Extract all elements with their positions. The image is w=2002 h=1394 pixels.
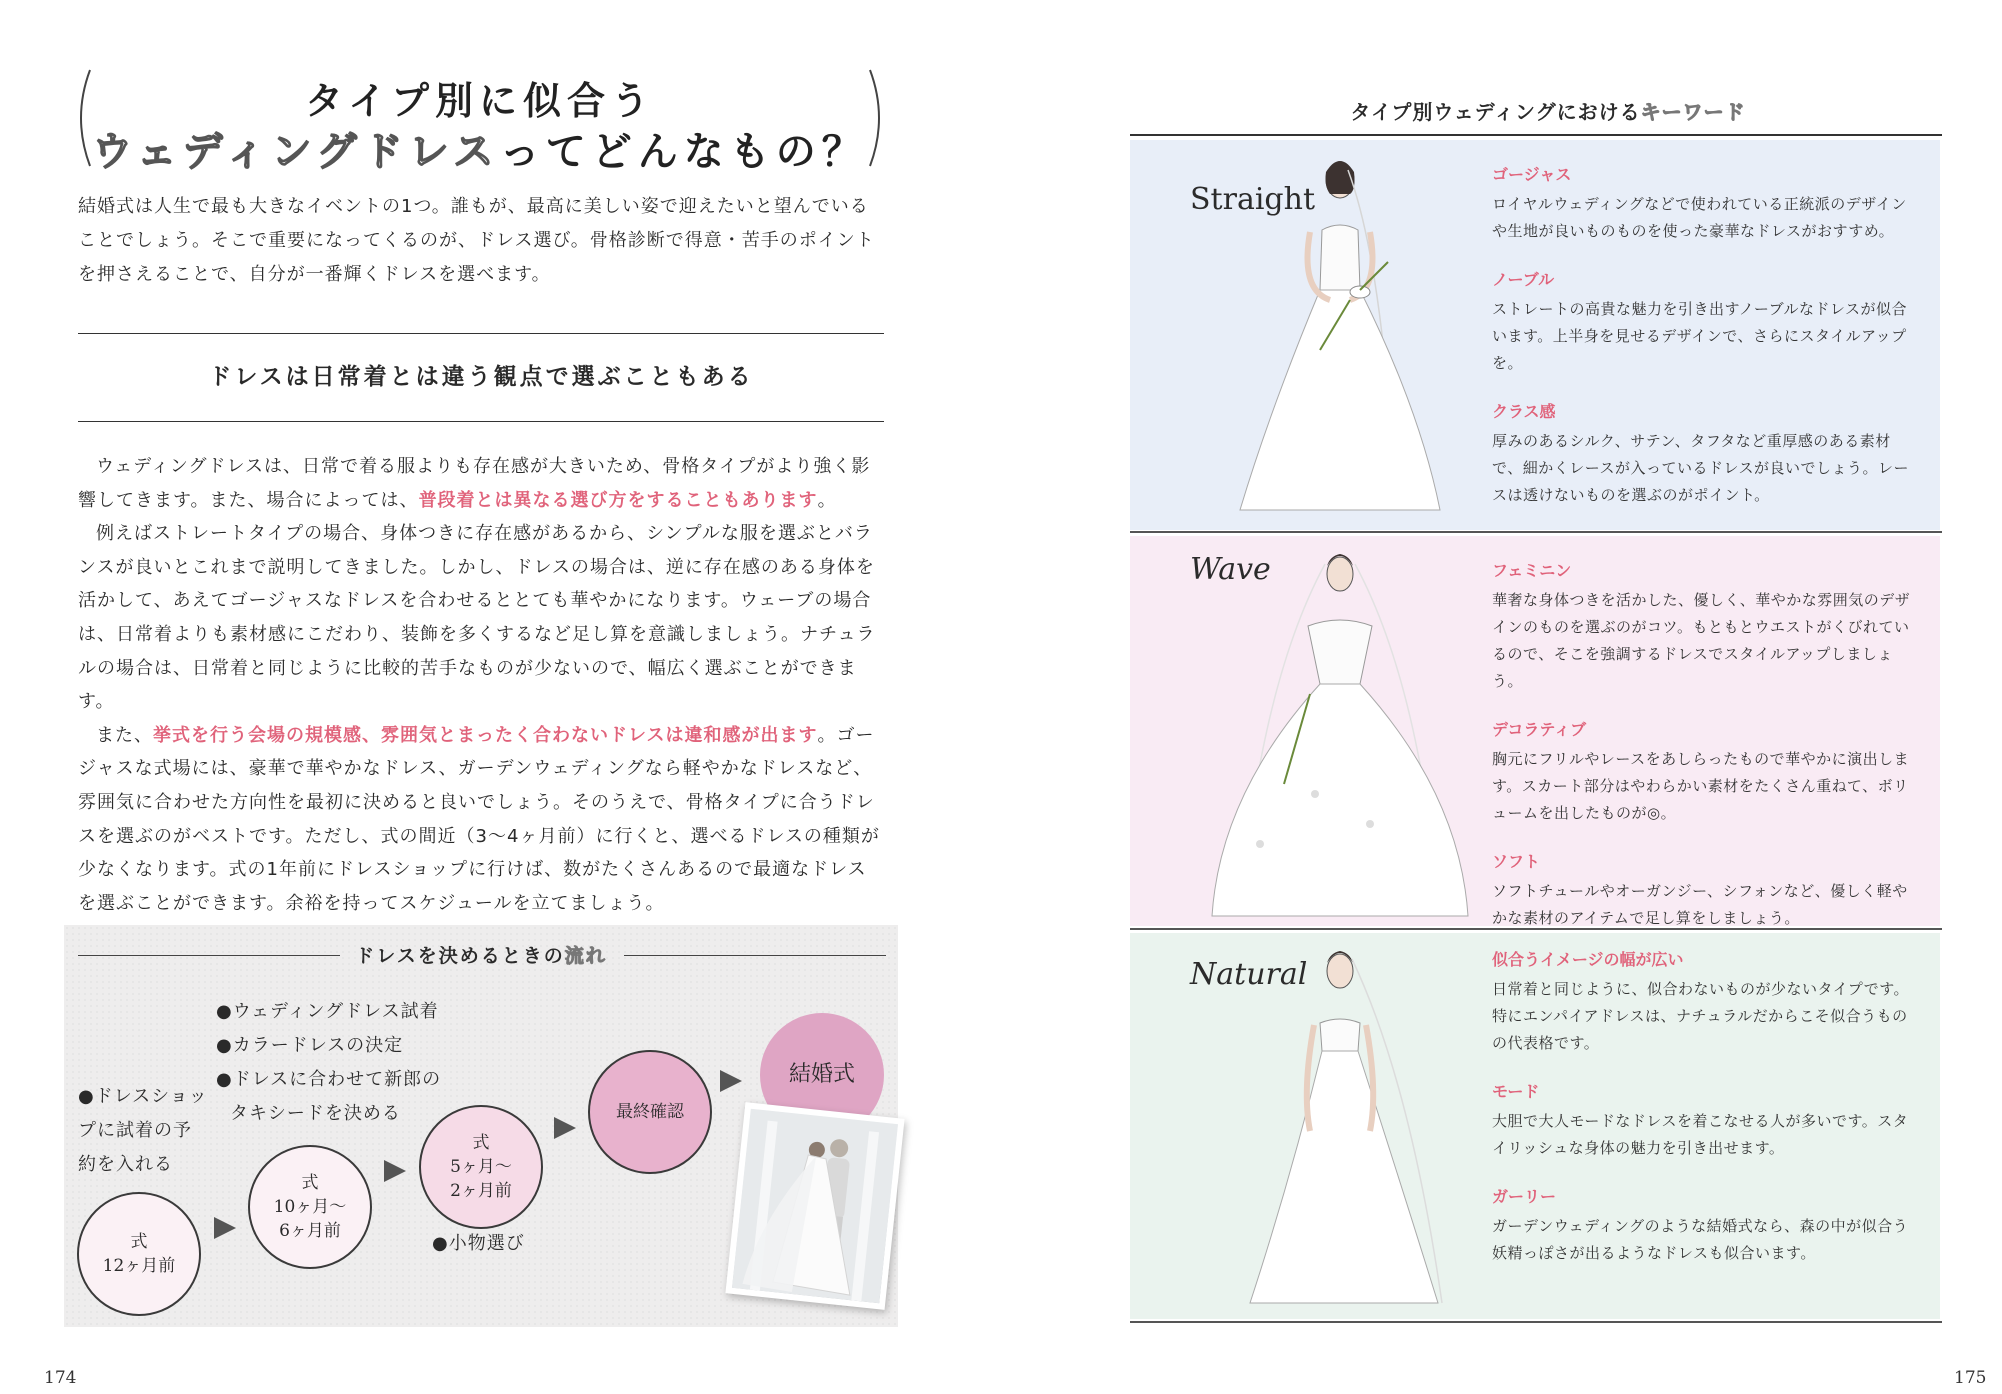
keyword-item <box>1492 717 1912 827</box>
flow-title-soft: 流れ <box>564 945 607 967</box>
right-parenthesis-icon <box>866 68 890 168</box>
note-fitting-line: ●ウェディングドレス試着 <box>216 1001 439 1022</box>
keyword-item <box>1492 1079 1912 1162</box>
keyword-description: ソフトチュールやオーガンジー、シフォンなど、優しく軽やかな素材のアイテムで足し算をしましょう。 <box>1492 882 1908 927</box>
keyword-item <box>1492 1184 1912 1267</box>
panel-straight <box>1130 140 1940 530</box>
keyword-title: フェミニン <box>1492 561 1572 580</box>
page-number-right: 175 <box>1954 1368 1987 1388</box>
step-10-6-months <box>248 1145 372 1269</box>
step-label: 式 <box>130 1232 148 1252</box>
keyword-heading-main: タイプ別ウェディングにおける <box>1350 100 1641 124</box>
title-line-2 <box>70 120 890 177</box>
keyword-item <box>1492 399 1912 509</box>
panel-separator <box>1130 531 1942 533</box>
keyword-title: ゴージャス <box>1492 165 1572 184</box>
bride-groom-illustration <box>732 1109 898 1303</box>
keyword-title: ソフト <box>1492 852 1541 871</box>
paragraph-3 <box>78 719 884 921</box>
p1-text-a: ウェディングドレスは、日常で着る服よりも存在感が大きいため、骨格タイプがより強く影響してきます。また、場合によっては、 <box>78 456 871 511</box>
panel-natural <box>1130 933 1940 1319</box>
section-top-rule <box>78 333 884 334</box>
step-label: 式 <box>472 1133 490 1153</box>
wave-dress-illustration <box>1200 544 1480 924</box>
keyword-description: ガーデンウェディングのような結婚式なら、森の中が似合う妖精っぽさが出るようなドレスも似合います。 <box>1492 1217 1909 1262</box>
paragraph-2: 例えばストレートタイプの場合、身体つきに存在感があるから、シンプルな服を選ぶとバランスが良いとこれまで説明してきました。しかし、ドレスの場合は、逆に存在感のある身体を活かして、あえてゴージャスなドレスを合わせるととても華やかになります。ウェーブの場合は、日常着よりも素材感にこだわり、装飾を多くするなど足し算を意識しましょう。ナチュラルの場合は、日常着と同じように比較的苦手なものが少ないので、幅広く選ぶことができます。 <box>78 523 876 713</box>
right-page <box>1004 0 2002 1394</box>
note-shop-line: ●ドレスショッ <box>78 1086 208 1107</box>
type-name: Straight <box>1190 182 1316 217</box>
flow-title <box>64 941 898 968</box>
note-fitting-line: ●カラードレスの決定 <box>216 1035 404 1056</box>
natural-keyword-list <box>1492 947 1912 1289</box>
wedding-photo <box>725 1102 904 1310</box>
note-shop-line: プに試着の予 <box>78 1120 192 1141</box>
title-rest: ってどんなもの？ <box>499 129 868 175</box>
keyword-description: ストレートの高貴な魅力を引き出すノーブルなドレスが似合います。上半身を見せるデザインで、さらにスタイルアップを。 <box>1492 300 1908 372</box>
title-accent: ウェディングドレス <box>92 129 500 175</box>
step-label: 12ヶ月前 <box>102 1256 176 1276</box>
note-fitting-line: ●ドレスに合わせて新郎の <box>216 1069 442 1090</box>
type-name: Natural <box>1190 957 1308 992</box>
p3-text-a: また、 <box>96 724 153 746</box>
keyword-top-rule <box>1130 134 1942 136</box>
keyword-title: モード <box>1492 1082 1540 1101</box>
step-label: 10ヶ月～ <box>273 1197 347 1217</box>
keyword-description: 厚みのあるシルク、サテン、タフタなど重厚感のある素材で、細かくレースが入っているドレスが良いでしょう。レースは透けないものを選ぶのがポイント。 <box>1492 432 1910 504</box>
title-line-1: タイプ別に似合う <box>304 79 656 123</box>
keyword-title: ノーブル <box>1492 270 1555 289</box>
arrow-icon <box>384 1160 406 1182</box>
note-shop-reservation <box>78 1080 208 1182</box>
note-accessories: ●小物選び <box>432 1233 525 1254</box>
wave-keyword-list <box>1492 558 1912 954</box>
flow-title-main: ドレスを決めるときの <box>355 945 565 967</box>
keyword-item <box>1492 162 1912 245</box>
intro-paragraph: 結婚式は人生で最も大きなイベントの1つ。誰もが、最高に美しい姿で迎えたいと望んでいることでしょう。そこで重要になってくるのが、ドレス選び。骨格診断で得意・苦手のポイントを押さえることで、自分が一番輝くドレスを選べます。 <box>78 196 875 285</box>
section-heading: ドレスは日常着とは違う観点で選ぶこともある <box>208 364 754 390</box>
keyword-description: 華奢な身体つきを活かした、優しく、華やかな雰囲気のデザインのものを選ぶのがコツ。もともとウエストがくびれているので、そこを強調するドレスでスタイルアップしましょう。 <box>1492 591 1911 690</box>
arrow-icon <box>720 1070 742 1092</box>
straight-dress-illustration <box>1210 150 1470 520</box>
keyword-heading <box>1004 96 2002 125</box>
step-label: 6ヶ月前 <box>279 1221 341 1241</box>
arrow-icon <box>554 1117 576 1139</box>
straight-keyword-list <box>1492 162 1912 531</box>
keyword-title: ガーリー <box>1492 1187 1557 1206</box>
wedding-photo-image <box>732 1109 898 1303</box>
keyword-item <box>1492 558 1912 695</box>
keyword-item <box>1492 947 1912 1057</box>
note-shop-line: 約を入れる <box>78 1154 173 1175</box>
step-12-months <box>77 1192 201 1316</box>
page-number-left: 174 <box>44 1368 77 1388</box>
natural-dress-illustration <box>1210 941 1470 1311</box>
step-final-check <box>588 1050 712 1174</box>
body-text <box>78 450 884 920</box>
keyword-title: デコラティブ <box>1492 720 1587 739</box>
keyword-heading-soft: キーワード <box>1640 100 1746 124</box>
page-title <box>70 60 890 180</box>
p3-text-b: 。ゴージャスな式場には、豪華で華やかなドレス、ガーデンウェディングなら軽やかなドレスなど、雰囲気に合わせた方向性を最初に決めると良いでしょう。そのうえで、骨格タイプに合うドレスを選ぶのがベストです。ただし、式の間近（3～4ヶ月前）に行くと、選べるドレスの種類が少なくなります。式の1年前にドレスショップに行けば、数がたくさんあるので最適なドレスを選ぶことができます。余裕を持ってスケジュールを立てましょう。 <box>78 724 880 914</box>
step-label: 最終確認 <box>616 1102 684 1122</box>
panel-separator <box>1130 1321 1942 1323</box>
keyword-title: 似合うイメージの幅が広い <box>1492 950 1684 969</box>
step-label: 5ヶ月～ <box>450 1157 512 1177</box>
step-label: 2ヶ月前 <box>450 1181 512 1201</box>
arrow-icon <box>214 1217 236 1239</box>
keyword-description: 日常着と同じように、似合わないものが少ないタイプです。特にエンパイアドレスは、ナチュラルだからこそ似合うものの代表格です。 <box>1492 980 1910 1052</box>
step-label: 結婚式 <box>788 1062 855 1087</box>
p3-highlight: 挙式を行う会場の規模感、雰囲気とまったく合わないドレスは違和感が出ます <box>153 724 818 746</box>
section-bottom-rule <box>78 421 884 422</box>
keyword-item <box>1492 849 1912 932</box>
keyword-description: ロイヤルウェディングなどで使われている正統派のデザインや生地が良いものものを使った豪華なドレスがおすすめ。 <box>1492 195 1907 240</box>
note-fitting-line: タキシードを決める <box>230 1103 401 1124</box>
keyword-description: 大胆で大人モードなドレスを着こなせる人が多いです。スタイリッシュな身体の魅力を引き出せます。 <box>1492 1112 1909 1157</box>
step-label: 式 <box>301 1173 319 1193</box>
keyword-description: 胸元にフリルやレースをあしらったもので華やかに演出します。スカート部分はやわらかい素材をたくさん重ねて、ボリュームを出したものが◎。 <box>1492 750 1910 822</box>
panel-wave <box>1130 536 1940 926</box>
type-name: Wave <box>1190 552 1271 587</box>
p1-text-b: 。 <box>817 489 837 511</box>
keyword-title: クラス感 <box>1492 402 1556 421</box>
keyword-item <box>1492 267 1912 377</box>
note-fitting <box>216 995 441 1131</box>
panel-separator <box>1130 928 1942 930</box>
paragraph-1 <box>78 450 884 517</box>
step-5-2-months <box>419 1105 543 1229</box>
p1-highlight: 普段着とは異なる選び方をすることもあります <box>418 489 818 511</box>
